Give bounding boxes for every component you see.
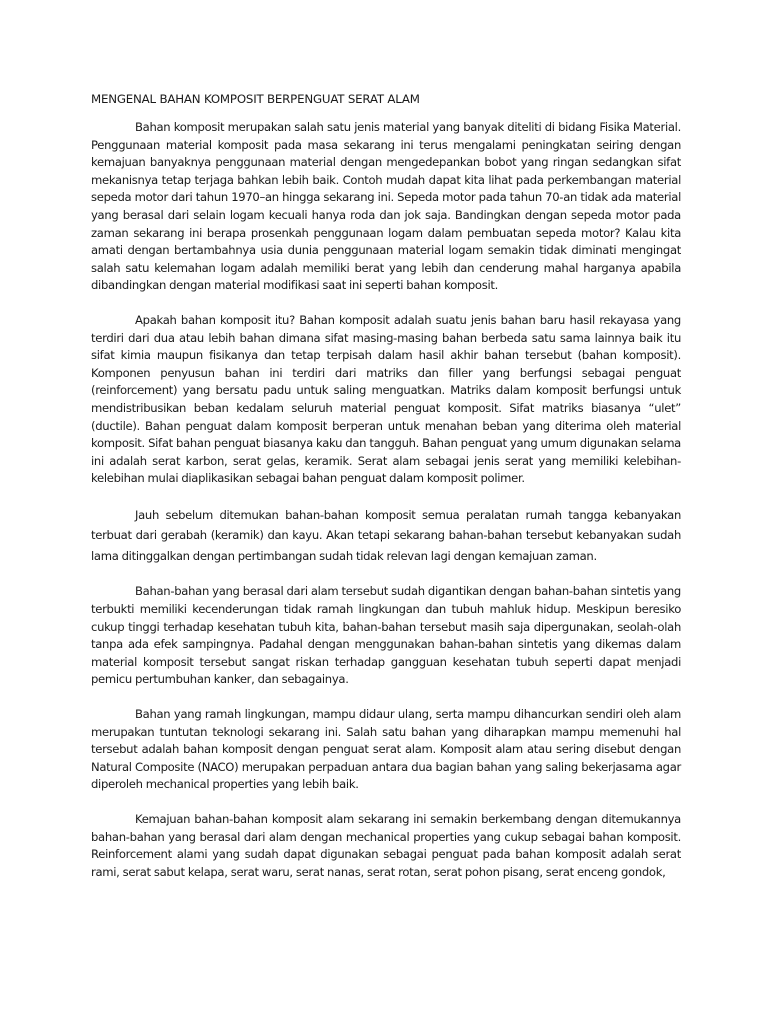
document-body xyxy=(91,90,681,898)
paragraph-4: Bahan-bahan yang berasal dari alam tersebut sudah digantikan dengan bahan-bahan sintetis yang terbukti memiliki kecenderungan tidak ramah lingkungan dan tubuh mahluk hidup. Meskipun beresiko cukup tinggi terhadap kesehatan tubuh kita, bahan-bahan tersebut masih saja dipergunakan, seolah-olah tanpa ada efek sampingnya. Padahal dengan menggunakan bahan-bahan sintetis yang dikemas dalam material komposit tersebut sangat riskan terhadap gangguan kesehatan tubuh seperti dapat menjadi pemicu pertumbuhan kanker, dan sebagainya. xyxy=(91,584,681,687)
paragraph-6: Kemajuan bahan-bahan komposit alam sekarang ini semakin berkembang dengan ditemukannya bahan-bahan yang berasal dari alam dengan mechanical properties yang cukup sebagai bahan komposit. Reinforcement alami yang sudah dapat digunakan sebagai penguat pada bahan komposit adalah serat rami, serat sabut kelapa, serat waru, serat nanas, serat rotan, serat pohon pisang, serat enceng gondok, xyxy=(91,811,681,879)
paragraph-5: Bahan yang ramah lingkungan, mampu didaur ulang, serta mampu dihancurkan sendiri oleh alam merupakan tuntutan teknologi sekarang ini. Salah satu bahan yang diharapkan mampu memenuhi hal tersebut adalah bahan komposit dengan penguat serat alam. Komposit alam atau sering disebut dengan Natural Composite (NACO) merupakan perpaduan antara dua bagian bahan yang saling bekerjasama agar diperoleh mechanical properties yang lebih baik. xyxy=(91,706,681,792)
paragraph-3: Jauh sebelum ditemukan bahan-bahan komposit semua peralatan rumah tangga kebanyakan terbuat dari gerabah (keramik) dan kayu. Akan tetapi sekarang bahan-bahan tersebut kebanyakan sudah lama ditinggalkan dengan pertimbangan sudah tidak relevan lagi dengan kemajuan zaman. xyxy=(91,507,681,563)
document-title: MENGENAL BAHAN KOMPOSIT BERPENGUAT SERAT ALAM xyxy=(91,92,420,106)
paragraph-1: Bahan komposit merupakan salah satu jenis material yang banyak diteliti di bidang Fisika Material. Penggunaan material komposit pada masa sekarang ini terus mengalami peningkatan seiring dengan kemajuan banyaknya penggunaan material dengan mengedepankan bobot yang ringan sedangkan sifat mekanisnya tetap terjaga bahkan lebih baik. Contoh mudah dapat kita lihat pada perkembangan material sepeda motor dari tahun 1970–an hingga sekarang ini. Sepeda motor pada tahun 70-an tidak ada material yang berasal dari selain logam kecuali hanya roda dan jok saja. Bandingkan dengan sepeda motor pada zaman sekarang ini berapa prosenkah penggunaan logam dalam pembuatan sepeda motor? Kalau kita amati dengan bertambahnya usia dunia penggunaan material logam semakin tidak diminati mengingat salah satu kelemahan logam adalah memiliki berat yang lebih dan cenderung mahal harganya apabila dibandingkan dengan material modifikasi saat ini seperti bahan komposit. xyxy=(91,120,681,293)
paragraph-2: Apakah bahan komposit itu? Bahan komposit adalah suatu jenis bahan baru hasil rekayasa yang terdiri dari dua atau lebih bahan dimana sifat masing-masing bahan berbeda satu sama lainnya baik itu sifat kimia maupun fisikanya dan tetap terpisah dalam hasil akhir bahan tersebut (bahan komposit). Komponen penyusun bahan ini terdiri dari matriks dan filler yang berfungsi sebagai penguat (reinforcement) yang bersatu padu untuk saling menguatkan. Matriks dalam komposit berfungsi untuk mendistribusikan beban kedalam seluruh material penguat komposit. Sifat matriks biasanya “ulet” (ductile). Bahan penguat dalam komposit berperan untuk menahan beban yang diterima oleh material komposit. Sifat bahan penguat biasanya kaku dan tangguh. Bahan penguat yang umum digunakan selama ini adalah serat karbon, serat gelas, keramik. Serat alam sebagai jenis serat yang memiliki kelebihan-kelebihan mulai diaplikasikan sebagai bahan penguat dalam komposit polimer. xyxy=(91,312,681,486)
